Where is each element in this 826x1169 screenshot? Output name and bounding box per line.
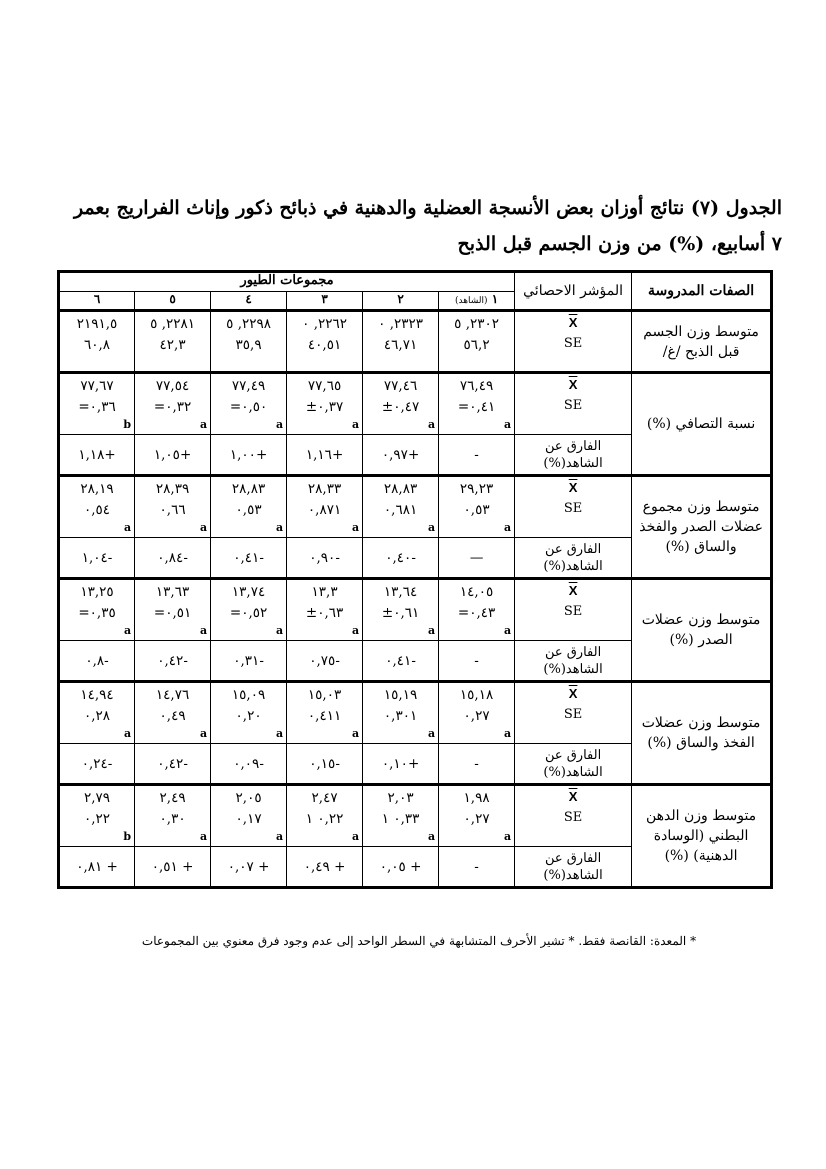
se-value: ٣٥,٩ <box>235 337 262 353</box>
se-value: ٠,٤٧± <box>381 399 420 415</box>
significance-letter: a <box>351 727 360 740</box>
trait-label: متوسط وزن عضلات الصدر (%) <box>632 579 772 682</box>
se-value: ٦٠,٨ <box>84 337 111 353</box>
value-cell <box>135 785 211 847</box>
se-symbol: SE <box>563 810 583 825</box>
se-value: ٠,٥٣ <box>235 502 262 518</box>
value-cell <box>59 785 135 847</box>
significance-letter: a <box>275 418 284 431</box>
mean-value: ١٣,٣ <box>311 584 338 600</box>
mean-value: ٢٨,٨٣ <box>383 481 418 497</box>
se-value: ٠,٦٨١ <box>383 502 418 518</box>
se-value: ٠,٣٢= <box>153 399 192 415</box>
se-value: ٤٢,٣ <box>159 337 186 353</box>
value-cell <box>439 311 515 373</box>
value-cell <box>439 373 515 435</box>
value-cell <box>59 476 135 538</box>
table-row <box>59 373 772 435</box>
se-value: ٠,٣٦= <box>78 399 116 415</box>
indicator-mean-se <box>515 682 632 744</box>
se-value: ٠,٦٣± <box>305 605 344 621</box>
value-cell <box>363 579 439 641</box>
se-value: ٠,٢٠ <box>235 708 262 724</box>
se-symbol: SE <box>563 336 583 351</box>
mean-value: ٢٢٨١, ٥ <box>150 316 196 332</box>
table-row <box>59 311 772 373</box>
difference-value: -١,٠٤ <box>59 538 135 579</box>
mean-symbol: X <box>568 686 578 701</box>
mean-value: ٧٧,٤٦ <box>383 378 418 394</box>
se-symbol: SE <box>563 707 583 722</box>
value-cell <box>363 311 439 373</box>
difference-value: - <box>439 847 515 888</box>
mean-symbol: X <box>568 480 578 495</box>
mean-value: ١٤,٩٤ <box>80 687 114 703</box>
mean-value: ٢٨,٣٣ <box>307 481 342 497</box>
value-cell <box>287 476 363 538</box>
indicator-difference: الفارق عن الشاهد(%) <box>515 435 632 476</box>
table-row <box>59 476 772 538</box>
mean-value: ١,٩٨ <box>463 790 490 806</box>
mean-value: ٧٧,٤٩ <box>231 378 266 394</box>
se-value: ٤٦,٧١ <box>383 337 418 353</box>
mean-value: ٧٦,٤٩ <box>459 378 494 394</box>
value-cell <box>363 682 439 744</box>
se-value: ٠,٥٠= <box>229 399 268 415</box>
difference-value: -٠,٣١ <box>211 641 287 682</box>
se-value: ٠,٤١١ <box>307 708 342 724</box>
indicator-mean-se <box>515 373 632 435</box>
difference-value: - <box>439 641 515 682</box>
difference-value: + ٠,٠٧ <box>211 847 287 888</box>
value-cell <box>135 579 211 641</box>
value-cell <box>363 785 439 847</box>
difference-value: -٠,٩٠ <box>287 538 363 579</box>
value-cell <box>439 785 515 847</box>
value-cell <box>363 476 439 538</box>
mean-value: ١٥,١٩ <box>383 687 418 703</box>
value-cell <box>439 579 515 641</box>
se-value: ٠,٨٧١ <box>307 502 342 518</box>
trait-label: متوسط وزن الجسم قبل الذبح /غ/ <box>632 311 772 373</box>
mean-value: ٢٢٩٨, ٥ <box>226 316 272 332</box>
se-value: ٠,٢٧ <box>463 811 490 827</box>
trait-label: متوسط وزن عضلات الفخذ والساق (%) <box>632 682 772 785</box>
significance-letter: a <box>123 521 132 534</box>
difference-value: -٠,٨ <box>59 641 135 682</box>
header-groups: مجموعات الطيور <box>59 272 515 292</box>
se-value: ٤٠,٥١ <box>307 337 342 353</box>
difference-value: + ٠,٠٥ <box>363 847 439 888</box>
significance-letter: b <box>123 418 132 431</box>
significance-letter: a <box>199 521 208 534</box>
se-symbol: SE <box>563 398 583 413</box>
mean-value: ٢,٠٥ <box>235 790 262 806</box>
significance-letter: a <box>199 727 208 740</box>
indicator-difference: الفارق عن الشاهد(%) <box>515 847 632 888</box>
header-group-1-note: (الشاهد) <box>455 296 488 306</box>
mean-symbol: X <box>568 583 578 598</box>
mean-value: ١٣,٢٥ <box>80 584 114 600</box>
se-value: ٠,٤١= <box>457 399 496 415</box>
se-value: ٠,٣٠١ <box>383 708 418 724</box>
value-cell <box>211 476 287 538</box>
header-group-5: ٥ <box>135 292 211 311</box>
mean-symbol: X <box>568 377 578 392</box>
significance-letter: a <box>427 727 436 740</box>
se-value: ٠,١٧ <box>235 811 262 827</box>
se-value: ٠,٥٢= <box>229 605 268 621</box>
se-value: ٠,٥٣ <box>463 502 490 518</box>
se-value: ٠,٣٧± <box>305 399 344 415</box>
difference-value: - <box>439 744 515 785</box>
se-value: ٠,٢٨ <box>84 708 111 724</box>
difference-value: +١,٠٠ <box>211 435 287 476</box>
significance-letter: a <box>275 830 284 843</box>
difference-value: -٠,١٥ <box>287 744 363 785</box>
value-cell <box>211 373 287 435</box>
value-cell <box>363 373 439 435</box>
significance-letter: a <box>199 624 208 637</box>
difference-value: -٠,٤١ <box>211 538 287 579</box>
difference-value: + ٠,٤٩ <box>287 847 363 888</box>
mean-value: ٧٧,٦٥ <box>307 378 342 394</box>
difference-value: -٠,٤٢ <box>135 744 211 785</box>
value-cell <box>211 785 287 847</box>
significance-letter: a <box>351 624 360 637</box>
se-value: ٠,٦١± <box>381 605 420 621</box>
se-value: ٠,٥٤ <box>84 502 111 518</box>
table-row <box>59 682 772 744</box>
significance-letter: a <box>275 727 284 740</box>
difference-value: -٠,٤١ <box>363 641 439 682</box>
indicator-mean-se <box>515 311 632 373</box>
mean-symbol: X <box>568 789 578 804</box>
se-value: ٠,٤٣= <box>457 605 496 621</box>
significance-letter: a <box>503 830 512 843</box>
value-cell <box>287 682 363 744</box>
value-cell <box>287 785 363 847</box>
mean-value: ٢,٤٧ <box>311 790 338 806</box>
significance-letter: a <box>427 624 436 637</box>
significance-letter: a <box>199 830 208 843</box>
se-symbol: SE <box>563 604 583 619</box>
mean-value: ٢٢٦٢, ٠ <box>302 316 348 332</box>
header-group-3: ٣ <box>287 292 363 311</box>
difference-value: + ٠,٨١ <box>59 847 135 888</box>
mean-value: ٧٧,٦٧ <box>80 378 114 394</box>
mean-value: ١٤,٠٥ <box>459 584 494 600</box>
mean-value: ١٣,٦٤ <box>383 584 418 600</box>
trait-label: متوسط وزن الدهن البطني (الوسادة الدهنية) (%) <box>632 785 772 888</box>
mean-value: ١٤,٧٦ <box>155 687 190 703</box>
header-group-1-number: ١ <box>491 292 499 306</box>
mean-value: ٧٧,٥٤ <box>155 378 190 394</box>
mean-value: ٢٨,٣٩ <box>155 481 190 497</box>
difference-value: -٠,٠٩ <box>211 744 287 785</box>
mean-value: ٢٣٢٣, ٠ <box>378 316 424 332</box>
value-cell <box>59 311 135 373</box>
significance-letter: a <box>351 418 360 431</box>
significance-letter: a <box>275 624 284 637</box>
significance-letter: a <box>351 521 360 534</box>
indicator-difference: الفارق عن الشاهد(%) <box>515 641 632 682</box>
difference-value: +٠,١٠ <box>363 744 439 785</box>
results-table <box>57 270 773 889</box>
significance-letter: a <box>503 624 512 637</box>
se-value: ٠,٣٠ <box>159 811 186 827</box>
indicator-mean-se <box>515 476 632 538</box>
significance-letter: a <box>275 521 284 534</box>
value-cell <box>211 311 287 373</box>
difference-value: -٠,٤٠ <box>363 538 439 579</box>
difference-value: — <box>439 538 515 579</box>
se-value: ٠,٢٢ ١ <box>305 811 344 827</box>
significance-letter: a <box>351 830 360 843</box>
difference-value: +١,١٨ <box>59 435 135 476</box>
table-caption-line-1: الجدول (٧) نتائج أوزان بعض الأنسجة العضلية والدهنية في ذبائح ذكور وإناث الفراريج بعمر <box>73 197 782 219</box>
value-cell <box>211 579 287 641</box>
mean-value: ٢,٤٩ <box>159 790 186 806</box>
se-value: ٥٦,٢ <box>463 337 490 353</box>
table-caption-line-2: ٧ أسابيع، (%) من وزن الجسم قبل الذبح <box>457 233 782 255</box>
se-value: ٠,٣٣ ١ <box>381 811 420 827</box>
value-cell <box>135 373 211 435</box>
difference-value: -٠,٤٢ <box>135 641 211 682</box>
significance-letter: a <box>123 727 132 740</box>
significance-letter: a <box>503 521 512 534</box>
difference-value: + ٠,٥١ <box>135 847 211 888</box>
difference-value: +١,٠٥ <box>135 435 211 476</box>
mean-value: ٢٨,١٩ <box>80 481 114 497</box>
value-cell <box>211 682 287 744</box>
se-value: ٠,٤٩ <box>159 708 186 724</box>
trait-label: متوسط وزن مجموع عضلات الصدر والفخذ والساق (%) <box>632 476 772 579</box>
indicator-difference: الفارق عن الشاهد(%) <box>515 538 632 579</box>
mean-value: ١٥,٠٩ <box>231 687 266 703</box>
significance-letter: a <box>503 727 512 740</box>
difference-value: -٠,٢٤ <box>59 744 135 785</box>
mean-symbol: X <box>568 315 578 330</box>
difference-value: -٠,٨٤ <box>135 538 211 579</box>
mean-value: ٢٣٠٢, ٥ <box>454 316 500 332</box>
se-value: ٠,٢٧ <box>463 708 490 724</box>
significance-letter: a <box>123 624 132 637</box>
value-cell <box>135 682 211 744</box>
significance-letter: a <box>199 418 208 431</box>
mean-value: ٢١٩١,٥ <box>76 316 118 332</box>
value-cell <box>59 579 135 641</box>
se-value: ٠,٢٢ <box>84 811 111 827</box>
mean-value: ١٣,٦٣ <box>155 584 190 600</box>
value-cell <box>59 373 135 435</box>
table-row <box>59 785 772 847</box>
mean-value: ٢,٠٣ <box>387 790 414 806</box>
header-traits: الصفات المدروسة <box>632 272 772 311</box>
significance-letter: a <box>427 521 436 534</box>
value-cell <box>287 311 363 373</box>
se-value: ٠,٣٥= <box>78 605 116 621</box>
mean-value: ١٥,١٨ <box>459 687 494 703</box>
significance-letter: a <box>427 418 436 431</box>
mean-value: ٢٩,٢٣ <box>459 481 494 497</box>
significance-letter: a <box>427 830 436 843</box>
difference-value: +٠,٩٧ <box>363 435 439 476</box>
se-value: ٠,٦٦ <box>159 502 186 518</box>
mean-value: ١٣,٧٤ <box>231 584 266 600</box>
difference-value: +١,١٦ <box>287 435 363 476</box>
value-cell <box>287 373 363 435</box>
se-symbol: SE <box>563 501 583 516</box>
header-group-4: ٤ <box>211 292 287 311</box>
value-cell <box>439 682 515 744</box>
value-cell <box>287 579 363 641</box>
mean-value: ٢,٧٩ <box>84 790 111 806</box>
indicator-difference: الفارق عن الشاهد(%) <box>515 744 632 785</box>
significance-letter: b <box>123 830 132 843</box>
mean-value: ١٥,٠٣ <box>307 687 342 703</box>
header-indicator: المؤشر الاحصائي <box>515 272 632 311</box>
value-cell <box>439 476 515 538</box>
value-cell <box>59 682 135 744</box>
value-cell <box>135 311 211 373</box>
footnote: * المعدة: القانصة فقط. * تشير الأحرف المتشابهة في السطر الواحد إلى عدم وجود فرق معنوي بين المجموعات <box>141 934 697 948</box>
mean-value: ٢٨,٨٣ <box>231 481 266 497</box>
header-group-2: ٢ <box>363 292 439 311</box>
significance-letter: a <box>503 418 512 431</box>
trait-label: نسبة التصافي (%) <box>632 373 772 476</box>
table-row <box>59 579 772 641</box>
difference-value: -٠,٧٥ <box>287 641 363 682</box>
indicator-mean-se <box>515 579 632 641</box>
value-cell <box>135 476 211 538</box>
se-value: ٠,٥١= <box>153 605 192 621</box>
header-group-6: ٦ <box>59 292 135 311</box>
difference-value: - <box>439 435 515 476</box>
indicator-mean-se <box>515 785 632 847</box>
header-group-1 <box>439 292 515 311</box>
